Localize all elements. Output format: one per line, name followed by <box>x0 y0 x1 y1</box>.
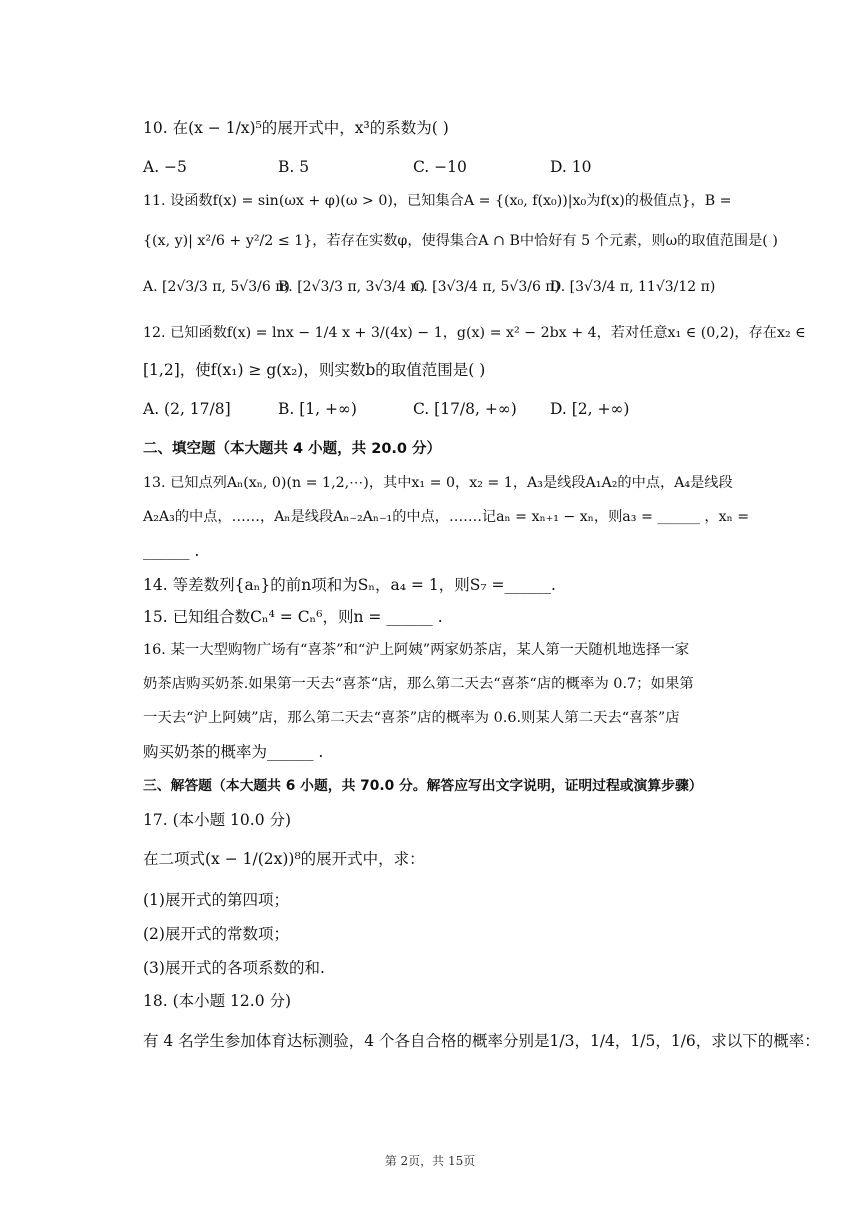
q10-option-b: B. 5 <box>278 158 310 176</box>
question-16-line1: 16. 某一大型购物广场有“喜茶”和“沪上阿姨”两家奶茶店，某人第一天随机地选择一家 <box>143 642 690 658</box>
question-18-header: 18. (本小题 12.0 分) <box>143 992 292 1010</box>
q11-option-d: D. [3√3/4 π, 11√3/12 π) <box>550 279 716 295</box>
question-17-intro: 在二项式(x − 1/(2x))⁸的展开式中，求： <box>143 850 425 868</box>
question-11-stem-line1: 11. 设函数f(x) = sin(ωx + φ)(ω > 0)，已知集合A = {(x₀, f(x₀))|x₀为f(x)的极值点}，B = <box>143 193 732 209</box>
question-17-part-1: (1)展开式的第四项； <box>143 891 289 909</box>
question-16-line4: 购买奶茶的概率为______ . <box>143 743 324 761</box>
question-10-stem: 10. 在(x − 1/x)⁵的展开式中，x³的系数为( ) <box>143 119 449 137</box>
question-13-line2: A₂A₃的中点，……，Aₙ是线段Aₙ₋₂Aₙ₋₁的中点，…….记aₙ = xₙ₊₁ − xₙ，则a₃ = ______ ，xₙ = <box>143 509 750 525</box>
q12-option-b: B. [1, +∞) <box>278 400 357 418</box>
question-12-stem-line2: [1,2]，使f(x₁) ≥ g(x₂)，则实数b的取值范围是( ) <box>143 361 486 379</box>
q12-option-d: D. [2, +∞) <box>550 400 630 418</box>
question-13-line3: ______ . <box>143 542 200 560</box>
q11-option-c: C. [3√3/4 π, 5√3/6 π) <box>413 279 560 295</box>
question-18-intro: 有 4 名学生参加体育达标测验，4 个各自合格的概率分别是1/3，1/4，1/5，1/6，求以下的概率： <box>143 1032 820 1050</box>
q12-option-c: C. [17/8, +∞) <box>413 400 517 418</box>
q11-option-b: B. [2√3/3 π, 3√3/4 π) <box>278 279 426 295</box>
question-17-header: 17. (本小题 10.0 分) <box>143 811 292 829</box>
question-12-stem-line1: 12. 已知函数f(x) = lnx − 1/4 x + 3/(4x) − 1，g(x) = x² − 2bx + 4，若对任意x₁ ∈ (0,2)，存在x₂ ∈ <box>143 325 806 341</box>
question-11-stem-line2: {(x, y)| x²/6 + y²/2 ≤ 1}，若存在实数φ，使得集合A ∩ B中恰好有 5 个元素，则ω的取值范围是( ) <box>143 233 778 249</box>
q10-option-d: D. 10 <box>550 158 592 176</box>
q10-option-c: C. −10 <box>413 158 467 176</box>
question-17-part-2: (2)展开式的常数项； <box>143 925 289 943</box>
q12-option-a: A. (2, 17/8] <box>143 400 231 418</box>
question-13-line1: 13. 已知点列Aₙ(xₙ, 0)(n = 1,2,⋯)，其中x₁ = 0，x₂ = 1，A₃是线段A₁A₂的中点，A₄是线段 <box>143 475 733 491</box>
section-fill-in-heading: 二、填空题（本大题共 4 小题，共 20.0 分） <box>143 441 442 457</box>
q11-option-a: A. [2√3/3 π, 5√3/6 π) <box>143 279 290 295</box>
question-17-part-3: (3)展开式的各项系数的和. <box>143 959 325 977</box>
page-number-footer: 第 2页，共 15页 <box>384 1154 476 1168</box>
question-16-line3: 一天去“沪上阿姨”店，那么第二天去“喜茶”店的概率为 0.6.则某人第二天去“喜茶”店 <box>143 710 680 726</box>
q10-option-a: A. −5 <box>143 158 187 176</box>
question-16-line2: 奶茶店购买奶茶.如果第一天去“喜茶“店，那么第二天去“喜茶“店的概率为 0.7；如果第 <box>143 676 694 692</box>
question-15: 15. 已知组合数Cₙ⁴ = Cₙ⁶，则n = ______ . <box>143 608 443 626</box>
question-14: 14. 等差数列{aₙ}的前n项和为Sₙ，a₄ = 1，则S₇ =______. <box>143 576 556 594</box>
section-answer-heading: 三、解答题（本大题共 6 小题，共 70.0 分。解答应写出文字说明，证明过程或演算步骤） <box>143 778 703 794</box>
